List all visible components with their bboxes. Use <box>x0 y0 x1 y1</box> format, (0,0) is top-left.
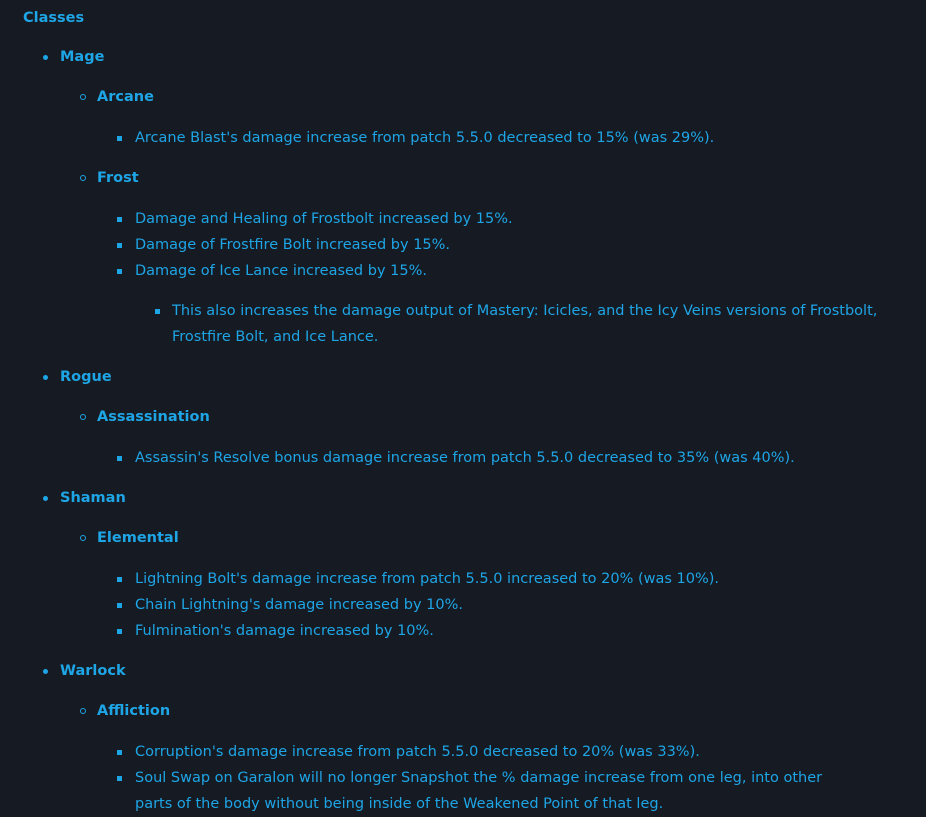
class-item-rogue <box>23 364 926 471</box>
class-list <box>23 44 926 817</box>
change-text: Soul Swap on Garalon will no longer Snapshot the % damage increase from one leg, into other parts of the body without being inside of the Weakened Point of that leg. <box>135 770 823 812</box>
sub-change-list <box>135 298 926 350</box>
change-text: Lightning Bolt's damage increase from patch 5.5.0 increased to 20% (was 10%). <box>135 571 720 587</box>
change-list <box>97 125 926 151</box>
change-list <box>97 445 926 471</box>
class-item-warlock <box>23 658 926 817</box>
class-name: Shaman <box>60 490 126 506</box>
change-list <box>97 566 926 644</box>
spec-name: Arcane <box>97 89 154 105</box>
class-name: Warlock <box>60 663 126 679</box>
spec-name: Elemental <box>97 530 179 546</box>
spec-item-frost <box>60 165 926 350</box>
change-item <box>97 765 926 817</box>
class-name: Mage <box>60 49 105 65</box>
change-item <box>97 445 926 471</box>
change-text: Arcane Blast's damage increase from patch 5.5.0 decreased to 15% (was 29%). <box>135 130 715 146</box>
change-item <box>97 206 926 232</box>
change-text: Assassin's Resolve bonus damage increase from patch 5.5.0 decreased to 35% (was 40%). <box>135 450 795 466</box>
change-list <box>97 739 926 817</box>
spec-list <box>60 84 926 350</box>
change-text: Damage and Healing of Frostbolt increased by 15%. <box>135 211 513 227</box>
spec-list <box>60 404 926 471</box>
spec-name: Affliction <box>97 703 171 719</box>
spec-item-elemental <box>60 525 926 644</box>
class-item-mage <box>23 44 926 350</box>
change-item <box>97 232 926 258</box>
sub-change-item <box>135 298 926 350</box>
section-title: Classes <box>23 10 85 26</box>
change-text: Corruption's damage increase from patch 5.5.0 decreased to 20% (was 33%). <box>135 744 700 760</box>
sub-change-text: This also increases the damage output of Mastery: Icicles, and the Icy Veins versions of Frostbolt, Frostfire Bolt, and Ice Lance. <box>172 303 878 345</box>
class-name: Rogue <box>60 369 112 385</box>
change-text: Fulmination's damage increased by 10%. <box>135 623 434 639</box>
class-item-shaman <box>23 485 926 644</box>
change-text: Chain Lightning's damage increased by 10%. <box>135 597 463 613</box>
spec-item-affliction <box>60 698 926 817</box>
change-item <box>97 739 926 765</box>
spec-list <box>60 525 926 644</box>
change-item <box>97 566 926 592</box>
spec-item-assassination <box>60 404 926 471</box>
change-item <box>97 618 926 644</box>
spec-item-arcane <box>60 84 926 151</box>
change-text: Damage of Frostfire Bolt increased by 15%. <box>135 237 451 253</box>
spec-list <box>60 698 926 817</box>
change-item <box>97 258 926 350</box>
spec-name: Frost <box>97 170 139 186</box>
spec-name: Assassination <box>97 409 210 425</box>
change-text: Damage of Ice Lance increased by 15%. <box>135 263 427 279</box>
change-item <box>97 592 926 618</box>
change-item <box>97 125 926 151</box>
change-list <box>97 206 926 350</box>
